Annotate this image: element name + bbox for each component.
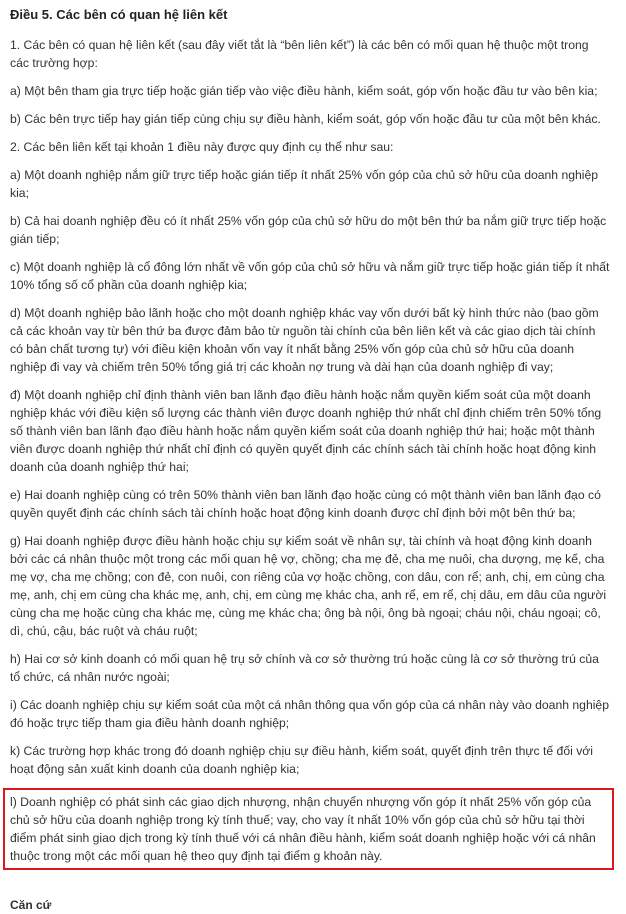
paragraph-2a: a) Một doanh nghiệp nắm giữ trực tiếp hoặc gián tiếp ít nhất 25% vốn góp của chủ sở hữu của doanh nghiệp kia;	[10, 168, 599, 200]
cut-off-text	[10, 892, 70, 912]
paragraph-2c: c) Một doanh nghiệp là cổ đông lớn nhất về vốn góp của chủ sở hữu và nắm giữ trực tiếp hoặc gián tiếp ít nhất 10% tổng số cổ phần của doanh nghiệp kia;	[10, 260, 610, 292]
paragraph-2d: d) Một doanh nghiệp bảo lãnh hoặc cho một doanh nghiệp khác vay vốn dưới bất kỳ hình thức nào (bao gồm cả các khoản vay từ bên thứ ba được đảm bảo từ nguồn tài chính của bên liên kết và các giao dịch tài chính có bản chất tương tự) với điều kiện khoản vốn vay ít nhất bằng 25% vốn góp của chủ sở hữu của doanh nghiệp đi vay và chiếm trên 50% tổng giá trị các khoản nợ trung và dài hạn của doanh nghiệp đi vay;	[10, 306, 599, 374]
paragraph-2: 2. Các bên liên kết tại khoản 1 điều này được quy định cụ thể như sau:	[10, 140, 394, 154]
article-content	[10, 6, 610, 880]
paragraph-2b: b) Cả hai doanh nghiệp đều có ít nhất 25% vốn góp của chủ sở hữu do một bên thứ ba nắm giữ trực tiếp hoặc gián tiếp;	[10, 214, 607, 246]
cut-off-label: Căn cứ	[10, 898, 52, 912]
paragraph-1b: b) Các bên trực tiếp hay gián tiếp cùng chịu sự điều hành, kiểm soát, góp vốn hoặc đầu tư của một bên khác.	[10, 112, 601, 126]
paragraph-2i: i) Các doanh nghiệp chịu sự kiểm soát của một cá nhân thông qua vốn góp của cá nhân này vào doanh nghiệp đó hoặc trực tiếp tham gia điều hành doanh nghiệp;	[10, 698, 609, 730]
paragraph-2e: e) Hai doanh nghiệp cùng có trên 50% thành viên ban lãnh đạo hoặc cùng có một thành viên ban lãnh đạo có quyền quyết định các chính sách tài chính hoặc hoạt động kinh doanh được chỉ định bởi một bên thứ ba;	[10, 488, 601, 520]
paragraph-2k: k) Các trường hợp khác trong đó doanh nghiệp chịu sự điều hành, kiểm soát, quyết định trên thực tế đối với hoạt động sản xuất kinh doanh của doanh nghiệp kia;	[10, 744, 594, 776]
paragraph-2g: g) Hai doanh nghiệp được điều hành hoặc chịu sự kiểm soát về nhân sự, tài chính và hoạt động kinh doanh bởi các cá nhân thuộc một trong các mối quan hệ vợ, chồng; cha mẹ đẻ, cha mẹ nuôi, cha dượng, mẹ kế, cha mẹ vợ, cha mẹ chồng; con đẻ, con nuôi, con riêng của vợ hoặc chồng, con dâu, con rể; anh, chị, em cùng cha mẹ, anh, chị em cùng cha khác mẹ, anh, chị, em cùng mẹ khác cha, anh rể, em rể, chị dâu, em dâu của người cùng cha mẹ hoặc cùng cha khác mẹ, cùng mẹ khác cha; ông bà nội, ông bà ngoại; cháu nội, cháu ngoại; cô, dì, chú, cậu, bác ruột và cháu ruột;	[10, 534, 607, 638]
paragraph-2dd: đ) Một doanh nghiệp chỉ định thành viên ban lãnh đạo điều hành hoặc nắm quyền kiểm soát của một doanh nghiệp khác với điều kiện số lượng các thành viên được doanh nghiệp thứ nhất chỉ định chiếm trên 50% tổng số thành viên ban lãnh đạo điều hành hoặc nắm quyền kiểm soát của doanh nghiệp thứ hai; hoặc một thành viên được doanh nghiệp thứ nhất chỉ định có quyền quyết định các chính sách tài chính hoặc hoạt động kinh doanh của doanh nghiệp thứ hai;	[10, 388, 602, 474]
highlighted-paragraph-2l: l) Doanh nghiệp có phát sinh các giao dịch nhượng, nhận chuyển nhượng vốn góp ít nhất 25% vốn góp của chủ sở hữu của doanh nghiệp trong kỳ tính thuế; vay, cho vay ít nhất 10% vốn góp của chủ sở hữu tại thời điểm phát sinh giao dịch trong kỳ tính thuế với cá nhân điều hành, kiểm soát doanh nghiệp hoặc với cá nhân thuộc trong một các mối quan hệ theo quy định tại điểm g khoản này.	[3, 788, 614, 870]
article-title: Điều 5. Các bên có quan hệ liên kết	[10, 7, 228, 22]
paragraph-1a: a) Một bên tham gia trực tiếp hoặc gián tiếp vào việc điều hành, kiểm soát, góp vốn hoặc đầu tư vào bên kia;	[10, 84, 598, 98]
paragraph-2h: h) Hai cơ sở kinh doanh có mối quan hệ trụ sở chính và cơ sở thường trú hoặc cùng là cơ sở thường trú của tổ chức, cá nhân nước ngoài;	[10, 652, 599, 684]
paragraph-1: 1. Các bên có quan hệ liên kết (sau đây viết tắt là “bên liên kết”) là các bên có mối quan hệ thuộc một trong các trường hợp:	[10, 38, 589, 70]
